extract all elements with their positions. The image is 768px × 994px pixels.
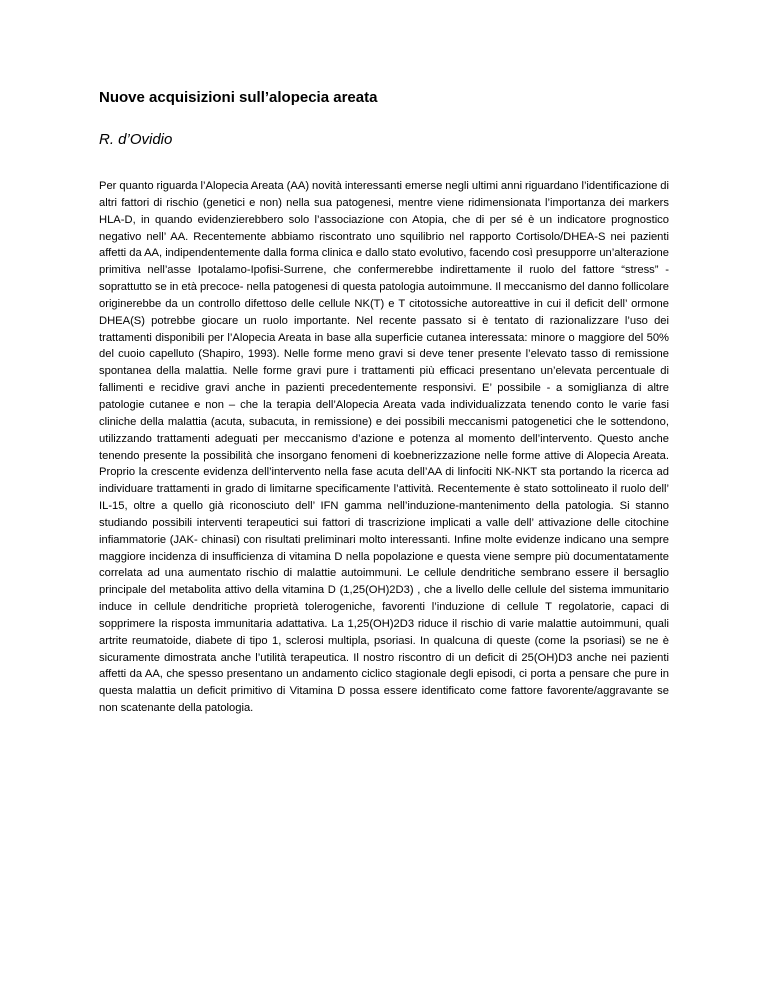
document-title: Nuove acquisizioni sull’alopecia areata [99,89,378,106]
document-body-paragraph: Per quanto riguarda l’Alopecia Areata (AA) novità interessanti emerse negli ultimi anni riguardano l’identificazione di altri fattori di rischio (genetici e non) nella sua patogenesi, mentre viene ridimensionata l’importanza dei markers HLA-D, in quando evidenzierebbero solo l’associazione con Atopia, che di per sé è un indicatore prognostico negativo nell’ AA. Recentemente abbiamo riscontrato uno squilibrio nel rapporto Cortisolo/DHEA-S nei pazienti affetti da AA, indipendentemente dalla forma clinica e dallo stato evolutivo, facendo così presupporre un’alterazione primitiva nell’asse Ipotalamo-Ipofisi-Surrene, che confermerebbe indirettamente il ruolo del fattore “stress” -soprattutto se in età precoce- nella patogenesi di questa patologia autoimmune. Il meccanismo del danno follicolare originerebbe da un controllo difettoso delle cellule NK(T) e T citotossiche autoreattive in cui il deficit dell’ ormone DHEA(S) potrebbe giocare un ruolo importante. Nel recente passato si è tentato di razionalizzare l’uso dei trattamenti disponibili per l’Alopecia Areata in base alla superficie cutanea interessata: minore o maggiore del 50% del cuoio capelluto (Shapiro, 1993). Nelle forme meno gravi si deve tener presente l’elevato tasso di remissione spontanea della malattia. Nelle forme gravi pure i trattamenti più efficaci presentano un’elevata percentuale di fallimenti e recidive gravi anche in pazienti precedentemente responsivi. E’ possibile - a somiglianza di altre patologie cutanee e non – che la terapia dell’Alopecia Areata vada individualizzata tenendo conto le varie fasi cliniche della malattia (acuta, subacuta, in remissione) e dei possibili meccanismi patogenetici che le sottendono, utilizzando trattamenti adeguati per meccanismo d’azione e potenza al momento dell’intervento. Questo anche tenendo presente la possibilità che insorgano fenomeni di koebnerizzazione nelle forme attive di Alopecia Areata. Proprio la crescente evidenza dell’intervento nella fase acuta dell’AA di linfociti NK-NKT sta portando la ricerca ad individuare trattamenti in grado di limitarne specificamente l’attività. Recentemente è stato sottolineato il ruolo dell’ IL-15, oltre a quello già riconosciuto dell’ IFN gamma nell’induzione-mantenimento della patologia. Si stanno studiando possibili interventi terapeutici sui fattori di trascrizione implicati a valle dell’ attivazione delle citochine infiammatorie (JAK- chinasi) con risultati preliminari molto interessanti. Infine molte evidenze indicano una sempre maggiore incidenza di insufficienza di vitamina D nella popolazione e questa viene sempre più documentatamente correlata ad una aumentato rischio di malattie autoimmuni. Le cellule dendritiche sembrano essere il bersaglio principale del metabolita attivo della vitamina D (1,25(OH)2D3) , che a livello delle cellule del sistema immunitario induce in cellule dendritiche proprietà tolerogeniche, favorenti l’induzione di cellule T regolatorie, capaci di sopprimere la risposta immunitaria adattativa. La 1,25(OH)2D3 riduce il rischio di varie malattie autoimmuni, quali artrite reumatoide, diabete di tipo 1, sclerosi multipla, psoriasi. In qualcuna di queste (come la psoriasi) se ne è sicuramente dimostrata anche l’utilità terapeutica. Il nostro riscontro di un deficit di 25(OH)D3 anche nei pazienti affetti da AA, che spesso presentano un andamento ciclico stagionale degli episodi, ci porta a pensare che pure in questa malattia un deficit primitivo di Vitamina D possa essere identificato come fattore favorente/aggravante se non scatenante della patologia. [99,180,669,715]
document-author: R. d’Ovidio [99,131,173,148]
